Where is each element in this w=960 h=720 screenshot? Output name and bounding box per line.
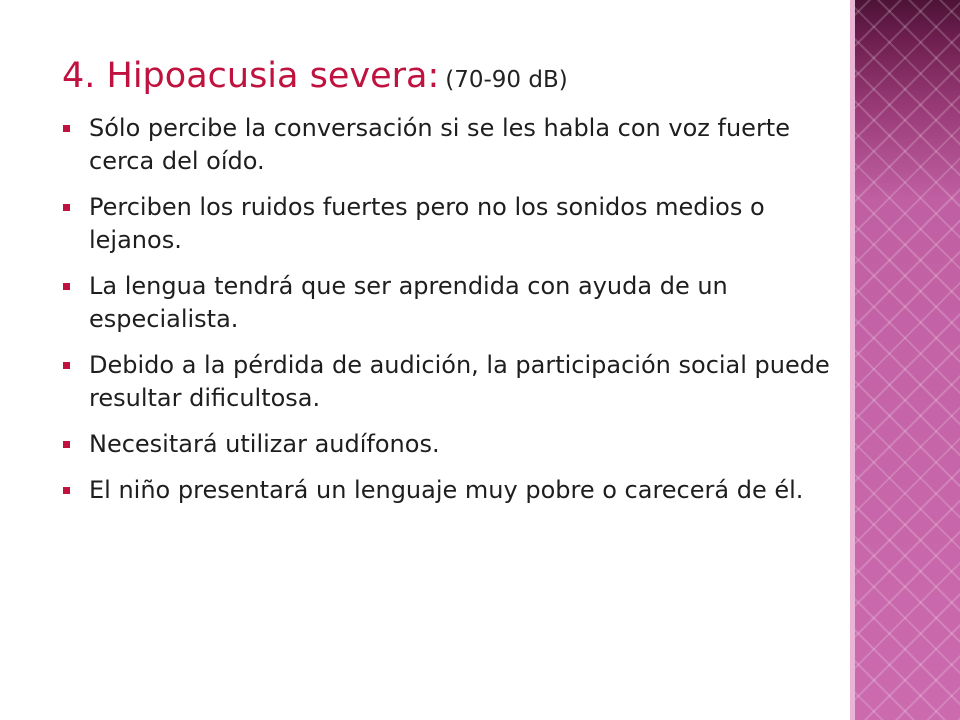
- bullet-text: Necesitará utilizar audífonos.: [89, 430, 440, 458]
- bullet-text: Sólo percibe la conversación si se les habla con voz fuerte cerca del oído.: [89, 114, 790, 175]
- title-text: 4. Hipoacusia severa:: [62, 56, 440, 96]
- bullet-text: Perciben los ruidos fuertes pero no los sonidos medios o lejanos.: [89, 193, 765, 254]
- bullet-text: Debido a la pérdida de audición, la participación social puede resultar dificultosa.: [89, 351, 830, 412]
- title-range: (70-90 dB): [445, 67, 568, 93]
- bullet-item: [62, 191, 842, 257]
- square-bullet-icon: [63, 487, 70, 494]
- bullet-item: [62, 349, 842, 415]
- bullet-item: [62, 112, 842, 178]
- bullet-text: La lengua tendrá que ser aprendida con ayuda de un especialista.: [89, 272, 728, 333]
- bullet-text: El niño presentará un lenguaje muy pobre o carecerá de él.: [89, 476, 804, 504]
- square-bullet-icon: [63, 125, 70, 132]
- bullet-item: [62, 474, 842, 507]
- square-bullet-icon: [63, 283, 70, 290]
- decorative-side-band: [850, 0, 960, 720]
- square-bullet-icon: [63, 441, 70, 448]
- bullet-list: [62, 112, 842, 520]
- bullet-item: [62, 428, 842, 461]
- square-bullet-icon: [63, 362, 70, 369]
- square-bullet-icon: [63, 204, 70, 211]
- bullet-item: [62, 270, 842, 336]
- slide-title: [62, 56, 568, 96]
